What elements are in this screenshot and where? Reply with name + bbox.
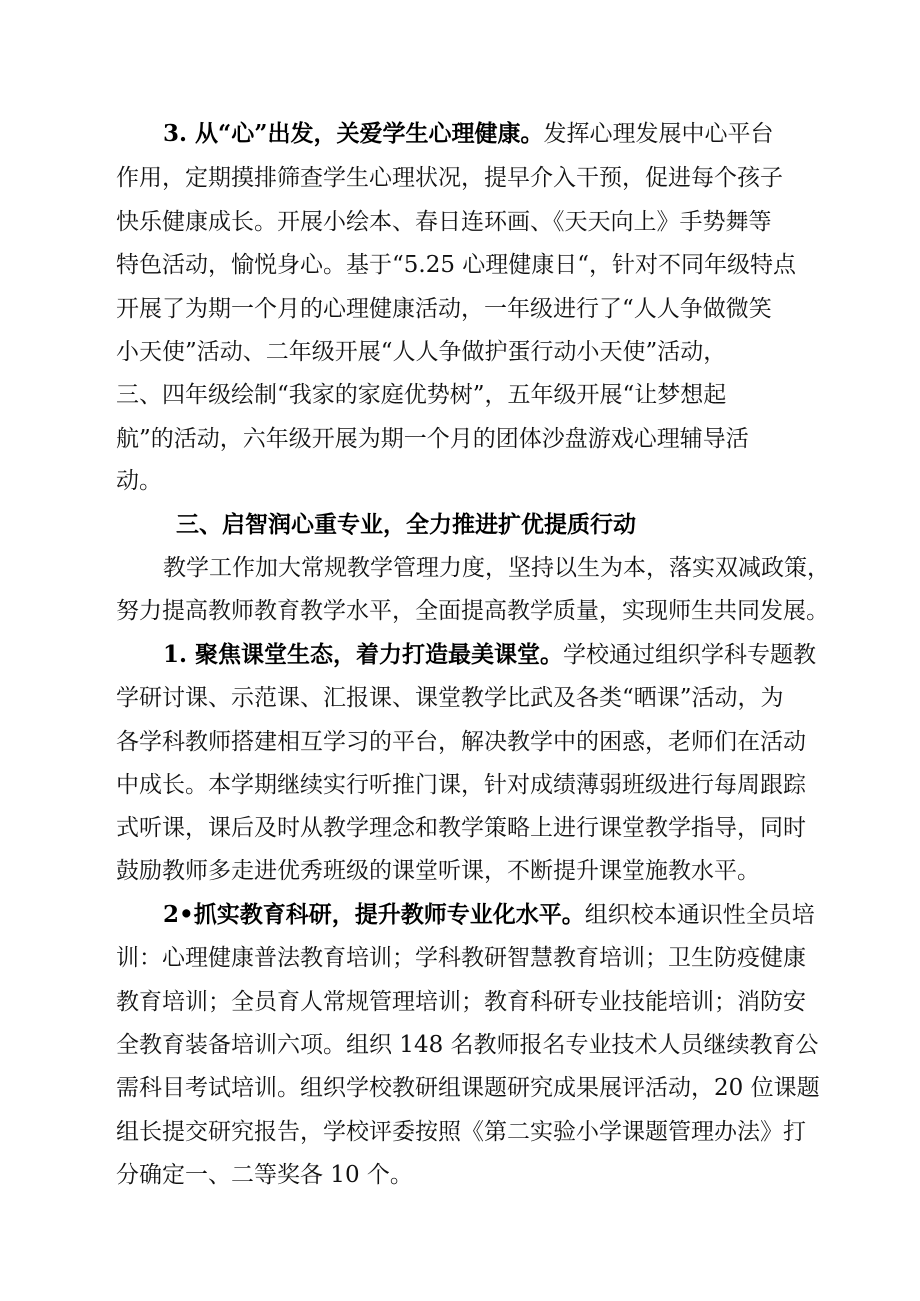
section-3-line-1-rest: 发挥心理发展中心平台 (543, 121, 774, 147)
paragraph-line: 中成长。本学期继续实行听推门课，针对成绩薄弱班级进行每周跟踪 (116, 772, 806, 798)
paragraph-line: 训：心理健康普法教育培训；学科教研智慧教育培训；卫生防疫健康 (116, 945, 806, 971)
paragraph-line: 鼓励教师多走进优秀班级的课堂听课，不断提升课堂施教水平。 (116, 858, 760, 884)
paragraph-line: 三、四年级绘制“我家的家庭优势树”，五年级开展“让梦想起 (116, 382, 727, 408)
paragraph-line: 组长提交研究报告，学校评委按照《第二实验小学课题管理办法》打 (116, 1119, 806, 1145)
paragraph-line: 动。 (116, 468, 162, 494)
paragraph-line: 分确定一、二等奖各 10 个。 (116, 1162, 413, 1188)
section-3-line-1 (0, 122, 920, 146)
item-1-line-1-rest: 学校通过组织学科专题教 (563, 642, 817, 668)
paragraph-line: 教育培训；全员育人常规管理培训；教育科研专业技能培训；消防安 (116, 989, 806, 1015)
paragraph-line: 各学科教师搭建相互学习的平台，解决教学中的困惑，老师们在活动 (116, 729, 806, 755)
item-1-lead: 1. 聚焦课堂生态，着力打造最美课堂。 (163, 641, 564, 668)
paragraph-line: 小天使”活动、二年级开展“人人争做护蛋行动小天使”活动， (116, 339, 727, 365)
paragraph-line: 式听课，课后及时从教学理念和教学策略上进行课堂教学指导，同时 (116, 815, 806, 841)
item-1-line-1 (0, 643, 920, 667)
paragraph-line: 航”的活动，六年级开展为期一个月的团体沙盘游戏心理辅导活 (116, 426, 749, 452)
paragraph-line: 作用，定期摸排筛查学生心理状况，提早介入干预，促进每个孩子 (116, 165, 783, 191)
paragraph-line: 特色活动，愉悦身心。基于“5.25 心理健康日“，针对不同年级特点 (116, 252, 797, 278)
paragraph-line: 需科目考试培训。组织学校教研组课题研究成果展评活动，20 位课题 (116, 1075, 820, 1101)
section-3-lead: 3. 从“心”出发，关爱学生心理健康。 (163, 120, 544, 147)
item-2-line-1-rest: 组织校本通识性全员培 (584, 902, 815, 928)
paragraph-line: 学研讨课、示范课、汇报课、课堂教学比武及各类“晒课”活动，为 (116, 685, 784, 711)
paragraph-line: 全教育装备培训六项。组织 148 名教师报名专业技术人员继续教育公 (116, 1032, 819, 1058)
paragraph-line: 努力提高教师教育教学水平，全面提高教学质量，实现师生共同发展。 (116, 598, 829, 624)
section-heading: 三、启智润心重专业，全力推进扩优提质行动 (176, 511, 636, 538)
paragraph-line: 开展了为期一个月的心理健康活动，一年级进行了“人人争做微笑 (116, 296, 772, 322)
item-2-lead: 2•抓实教育科研，提升教师专业化水平。 (163, 901, 585, 928)
paragraph-line: 教学工作加大常规教学管理力度，坚持以生为本，落实双减政策， (163, 555, 830, 581)
paragraph-line: 快乐健康成长。开展小绘本、春日连环画、《天天向上》手势舞等 (116, 209, 772, 235)
item-2-line-1 (0, 903, 920, 927)
